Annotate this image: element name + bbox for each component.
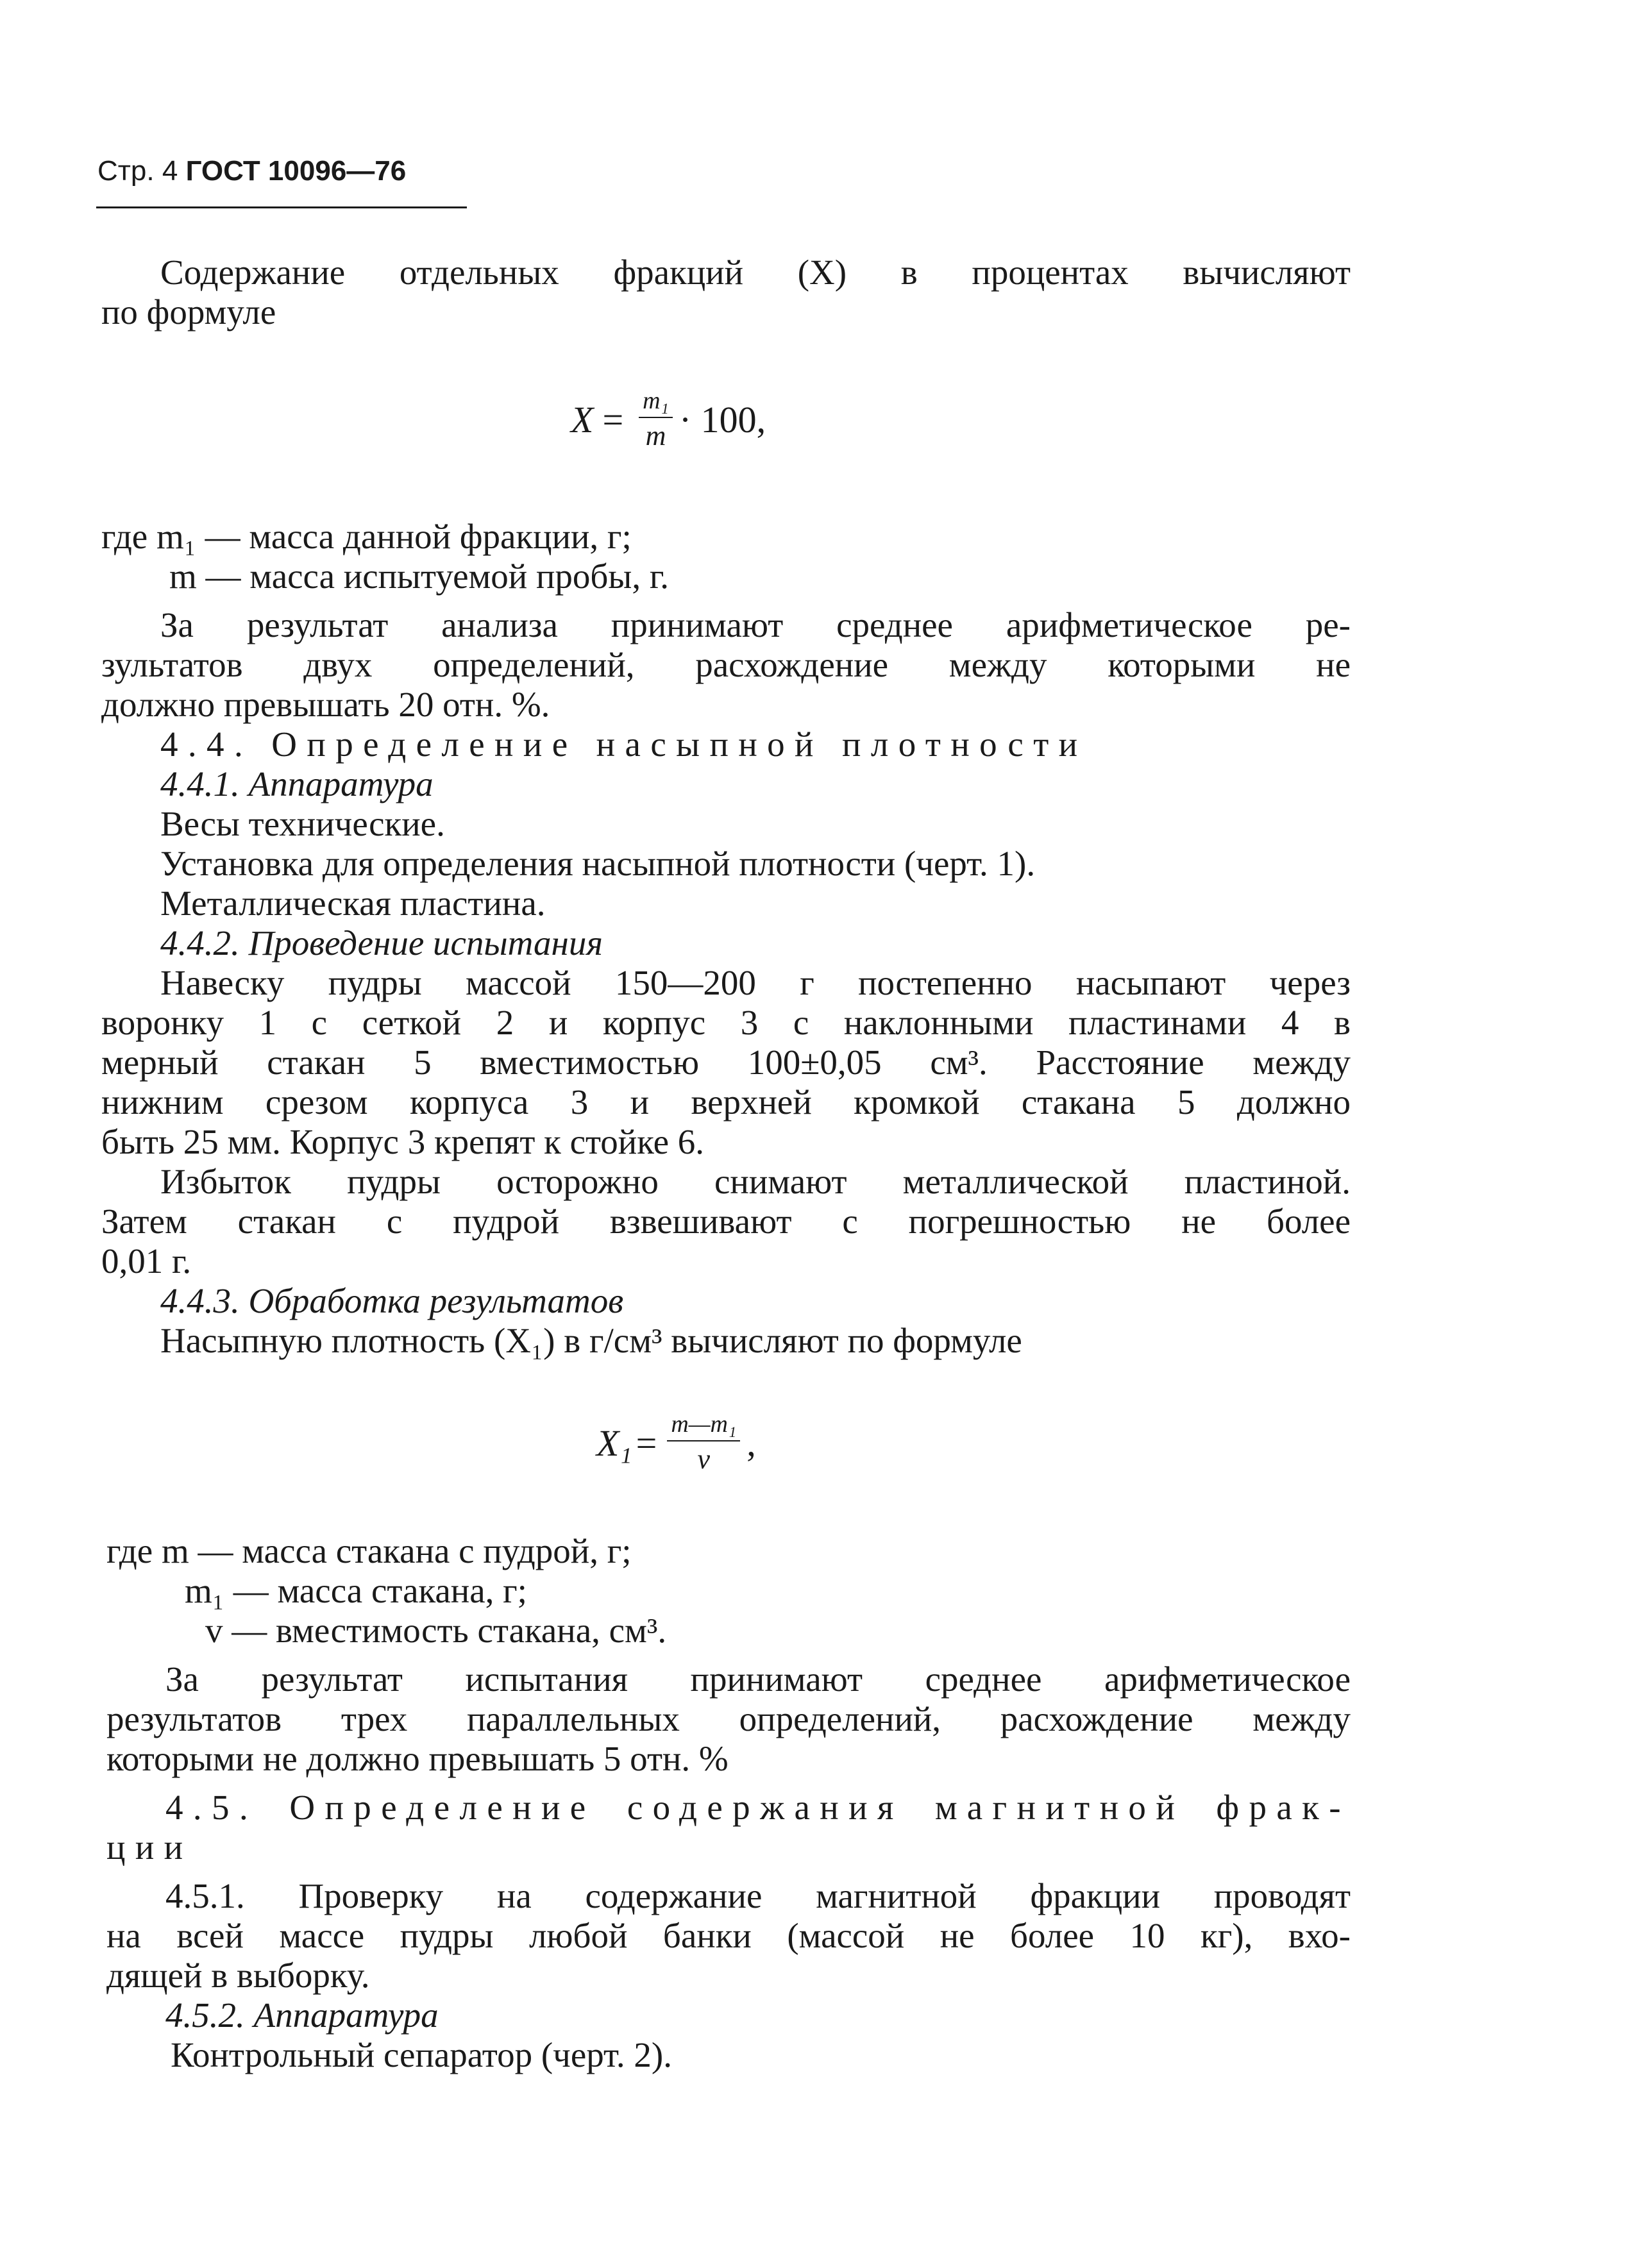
formula1-numerator: m₁ (643, 387, 669, 414)
section-4-4-3-heading: 4.4.3. Обработка результатов (160, 1281, 624, 1320)
para-a-line-1: Навеску пудры массой 150—200 г постепенно насыпают через (160, 963, 1351, 1002)
s4-5-1-line-2: на всей массе пудры любой банки (массой не более 10 кг), вхо- (106, 1916, 1351, 1955)
intro-line-1: Содержание отдельных фракций (X) в процентах вычисляют (160, 253, 1351, 292)
where2-line-3: v — вместимость стакана, см³. (205, 1611, 667, 1650)
section-4-5-heading-line-2: ции (106, 1828, 193, 1867)
para1-line-1: За результат анализа принимают среднее арифметическое ре- (160, 605, 1351, 644)
page-number: Стр. 4 (97, 155, 178, 187)
para-a-line-2: воронку 1 с сеткой 2 и корпус 3 с наклонными пластинами 4 в (101, 1003, 1351, 1042)
page-header (97, 155, 406, 187)
section-4-4-2-heading: 4.4.2. Проведение испытания (160, 923, 603, 962)
section-4-4-heading: 4.4. Определение насыпной плотности (160, 725, 1088, 764)
para-a-line-3: мерный стакан 5 вместимостью 100±0,05 см³. Расстояние между (101, 1043, 1351, 1082)
formula1-lhs: X (571, 398, 594, 441)
where1-line-2: m — масса испытуемой пробы, г. (169, 557, 669, 596)
section-4-4-1-heading: 4.4.1. Аппаратура (160, 764, 434, 803)
section-4-5-heading-line-1: 4.5. Определение содержания магнитной фрак- (165, 1788, 1351, 1827)
para2-line-1: За результат испытания принимают среднее арифметическое (165, 1660, 1351, 1699)
where2-line-2: m₁ — масса стакана, г; (185, 1571, 527, 1610)
formula2-eq: = (636, 1422, 657, 1464)
density-formula-intro: Насыпную плотность (X₁) в г/см³ вычисляют по формуле (160, 1321, 1022, 1360)
para-a-line-5: быть 25 мм. Корпус 3 крепят к стойке 6. (101, 1122, 704, 1161)
section-4-5-2-heading: 4.5.2. Аппаратура (165, 1996, 439, 2035)
formula1-fraction (639, 385, 673, 454)
s4-5-1-line-1: 4.5.1. Проверку на содержание магнитной фракции проводят (165, 1876, 1351, 1915)
formula2-denominator: v (697, 1443, 711, 1475)
header-divider (96, 206, 467, 208)
formula2-lhs: X₁ (596, 1422, 632, 1464)
intro-line-2: по формуле (101, 292, 276, 332)
equipment-item-separator: Контрольный сепаратор (черт. 2). (171, 2035, 672, 2074)
formula1-denominator: m (645, 420, 666, 451)
equipment-item-3: Металлическая пластина. (160, 884, 546, 923)
formula1-tail: · 100, (678, 398, 766, 441)
formula2-fraction (667, 1408, 740, 1477)
para-b-line-1: Избыток пудры осторожно снимают металлической пластиной. (160, 1162, 1351, 1201)
equipment-item-2: Установка для определения насыпной плотности (черт. 1). (160, 844, 1036, 883)
where2-line-1: где m — масса стакана с пудрой, г; (106, 1531, 632, 1570)
para2-line-3: которыми не должно превышать 5 отн. % (106, 1739, 729, 1778)
para1-line-3: должно превышать 20 отн. %. (101, 685, 550, 724)
where1-line-1: где m₁ — масса данной фракции, г; (101, 517, 632, 556)
para1-line-2: зультатов двух определений, расхождение между которыми не (101, 645, 1351, 684)
formula-fraction-content (571, 385, 766, 454)
para-b-line-3: 0,01 г. (101, 1241, 192, 1281)
formula-bulk-density (596, 1408, 756, 1477)
para2-line-2: результатов трех параллельных определений, расхождение между (106, 1699, 1351, 1738)
formula2-numerator: m—m₁ (671, 1411, 737, 1438)
formula1-eq: = (602, 398, 624, 441)
formula2-tail: , (746, 1422, 756, 1464)
standard-id: ГОСТ 10096—76 (185, 155, 407, 187)
para-b-line-2: Затем стакан с пудрой взвешивают с погрешностью не более (101, 1202, 1351, 1241)
para-a-line-4: нижним срезом корпуса 3 и верхней кромкой стакана 5 должно (101, 1082, 1351, 1122)
equipment-item-1: Весы технические. (160, 804, 445, 843)
s4-5-1-line-3: дящей в выборку. (106, 1956, 370, 1995)
